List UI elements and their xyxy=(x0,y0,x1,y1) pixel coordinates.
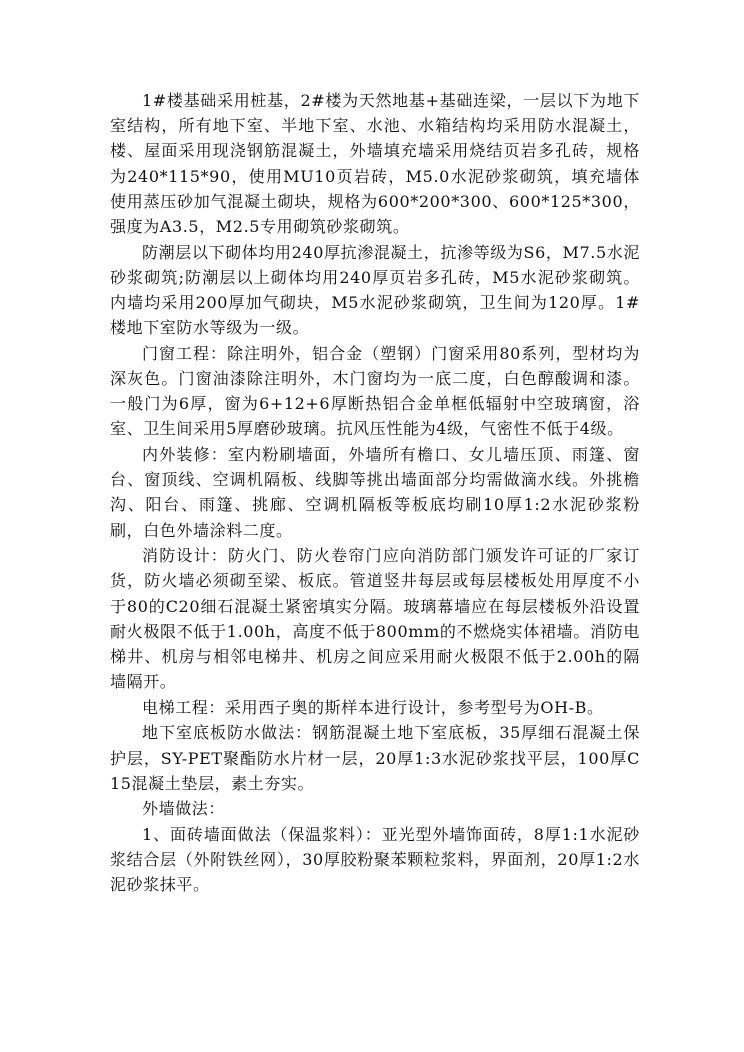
paragraph-foundation-structure: 1#楼基础采用桩基，2#楼为天然地基+基础连梁，一层以下为地下室结构，所有地下室、半地下室、水池、水箱结构均采用防水混凝土，楼、屋面采用现浇钢筋混凝土，外墙填充墙采用烧结页岩多孔砖，规格为240*115*90，使用MU10页岩砖，M5.0水泥砂浆砌筑，填充墙体使用蒸压砂加气混凝土砌块，规格为600*200*300、600*125*300，强度为A3.5，M2.5专用砌筑砂浆砌筑。 xyxy=(110,91,640,237)
paragraph-basement-waterproofing: 地下室底板防水做法：钢筋混凝土地下室底板，35厚细石混凝土保护层，SY-PET聚酯防水片材一层，20厚1:3水泥砂浆找平层，100厚C15混凝土垫层，素土夯实。 xyxy=(110,723,640,793)
heading-exterior-wall: 外墙做法： xyxy=(142,799,226,819)
paragraph-elevator: 电梯工程：采用西子奥的斯样本进行设计，参考型号为OH-B。 xyxy=(142,697,604,717)
paragraph-fire-protection: 消防设计：防火门、防火卷帘门应向消防部门颁发许可证的厂家订货，防火墙必须砌至梁、板底。管道竖井每层或每层楼板处用厚度不小于80的C20细石混凝土紧密填实分隔。玻璃幕墙应在每层楼板外沿设置耐火极限不低于1.00h，高度不低于800mm的不燃烧实体裙墙。消防电梯井、机房与相邻电梯井、机房之间应采用耐火极限不低于2.00h的隔墙隔开。 xyxy=(110,546,640,692)
paragraph-masonry: 防潮层以下砌体均用240厚抗渗混凝土，抗渗等级为S6，M7.5水泥砂浆砌筑;防潮层以上砌体均用240厚页岩多孔砖，M5水泥砂浆砌筑。内墙均采用200厚加气砌块，M5水泥砂浆砌筑，卫生间为120厚。1#楼地下室防水等级为一级。 xyxy=(110,242,640,338)
paragraph-tile-wall-method: 1、面砖墙面做法（保温浆料）：亚光型外墙饰面砖，8厚1:1水泥砂浆结合层（外附铁丝网），30厚胶粉聚苯颗粒浆料，界面剂，20厚1:2水泥砂浆抹平。 xyxy=(110,824,640,895)
paragraph-decoration: 内外装修：室内粉刷墙面，外墙所有檐口、女儿墙压顶、雨篷、窗台、窗顶线、空调机隔板、线脚等挑出墙面部分均需做滴水线。外挑檐沟、阳台、雨篷、挑廊、空调机隔板等板底均刷10厚1:2水泥砂浆粉刷，白色外墙涂料二度。 xyxy=(110,445,640,540)
paragraph-doors-windows: 门窗工程：除注明外，铝合金（塑钢）门窗采用80系列，型材均为深灰色。门窗油漆除注明外，木门窗均为一底二度，白色醇酸调和漆。一般门为6厚，窗为6+12+6厚断热铝合金单框低辐射中空玻璃窗，浴室、卫生间采用5厚磨砂玻璃。抗风压性能为4级，气密性不低于4级。 xyxy=(110,343,640,439)
document-body xyxy=(110,88,640,898)
